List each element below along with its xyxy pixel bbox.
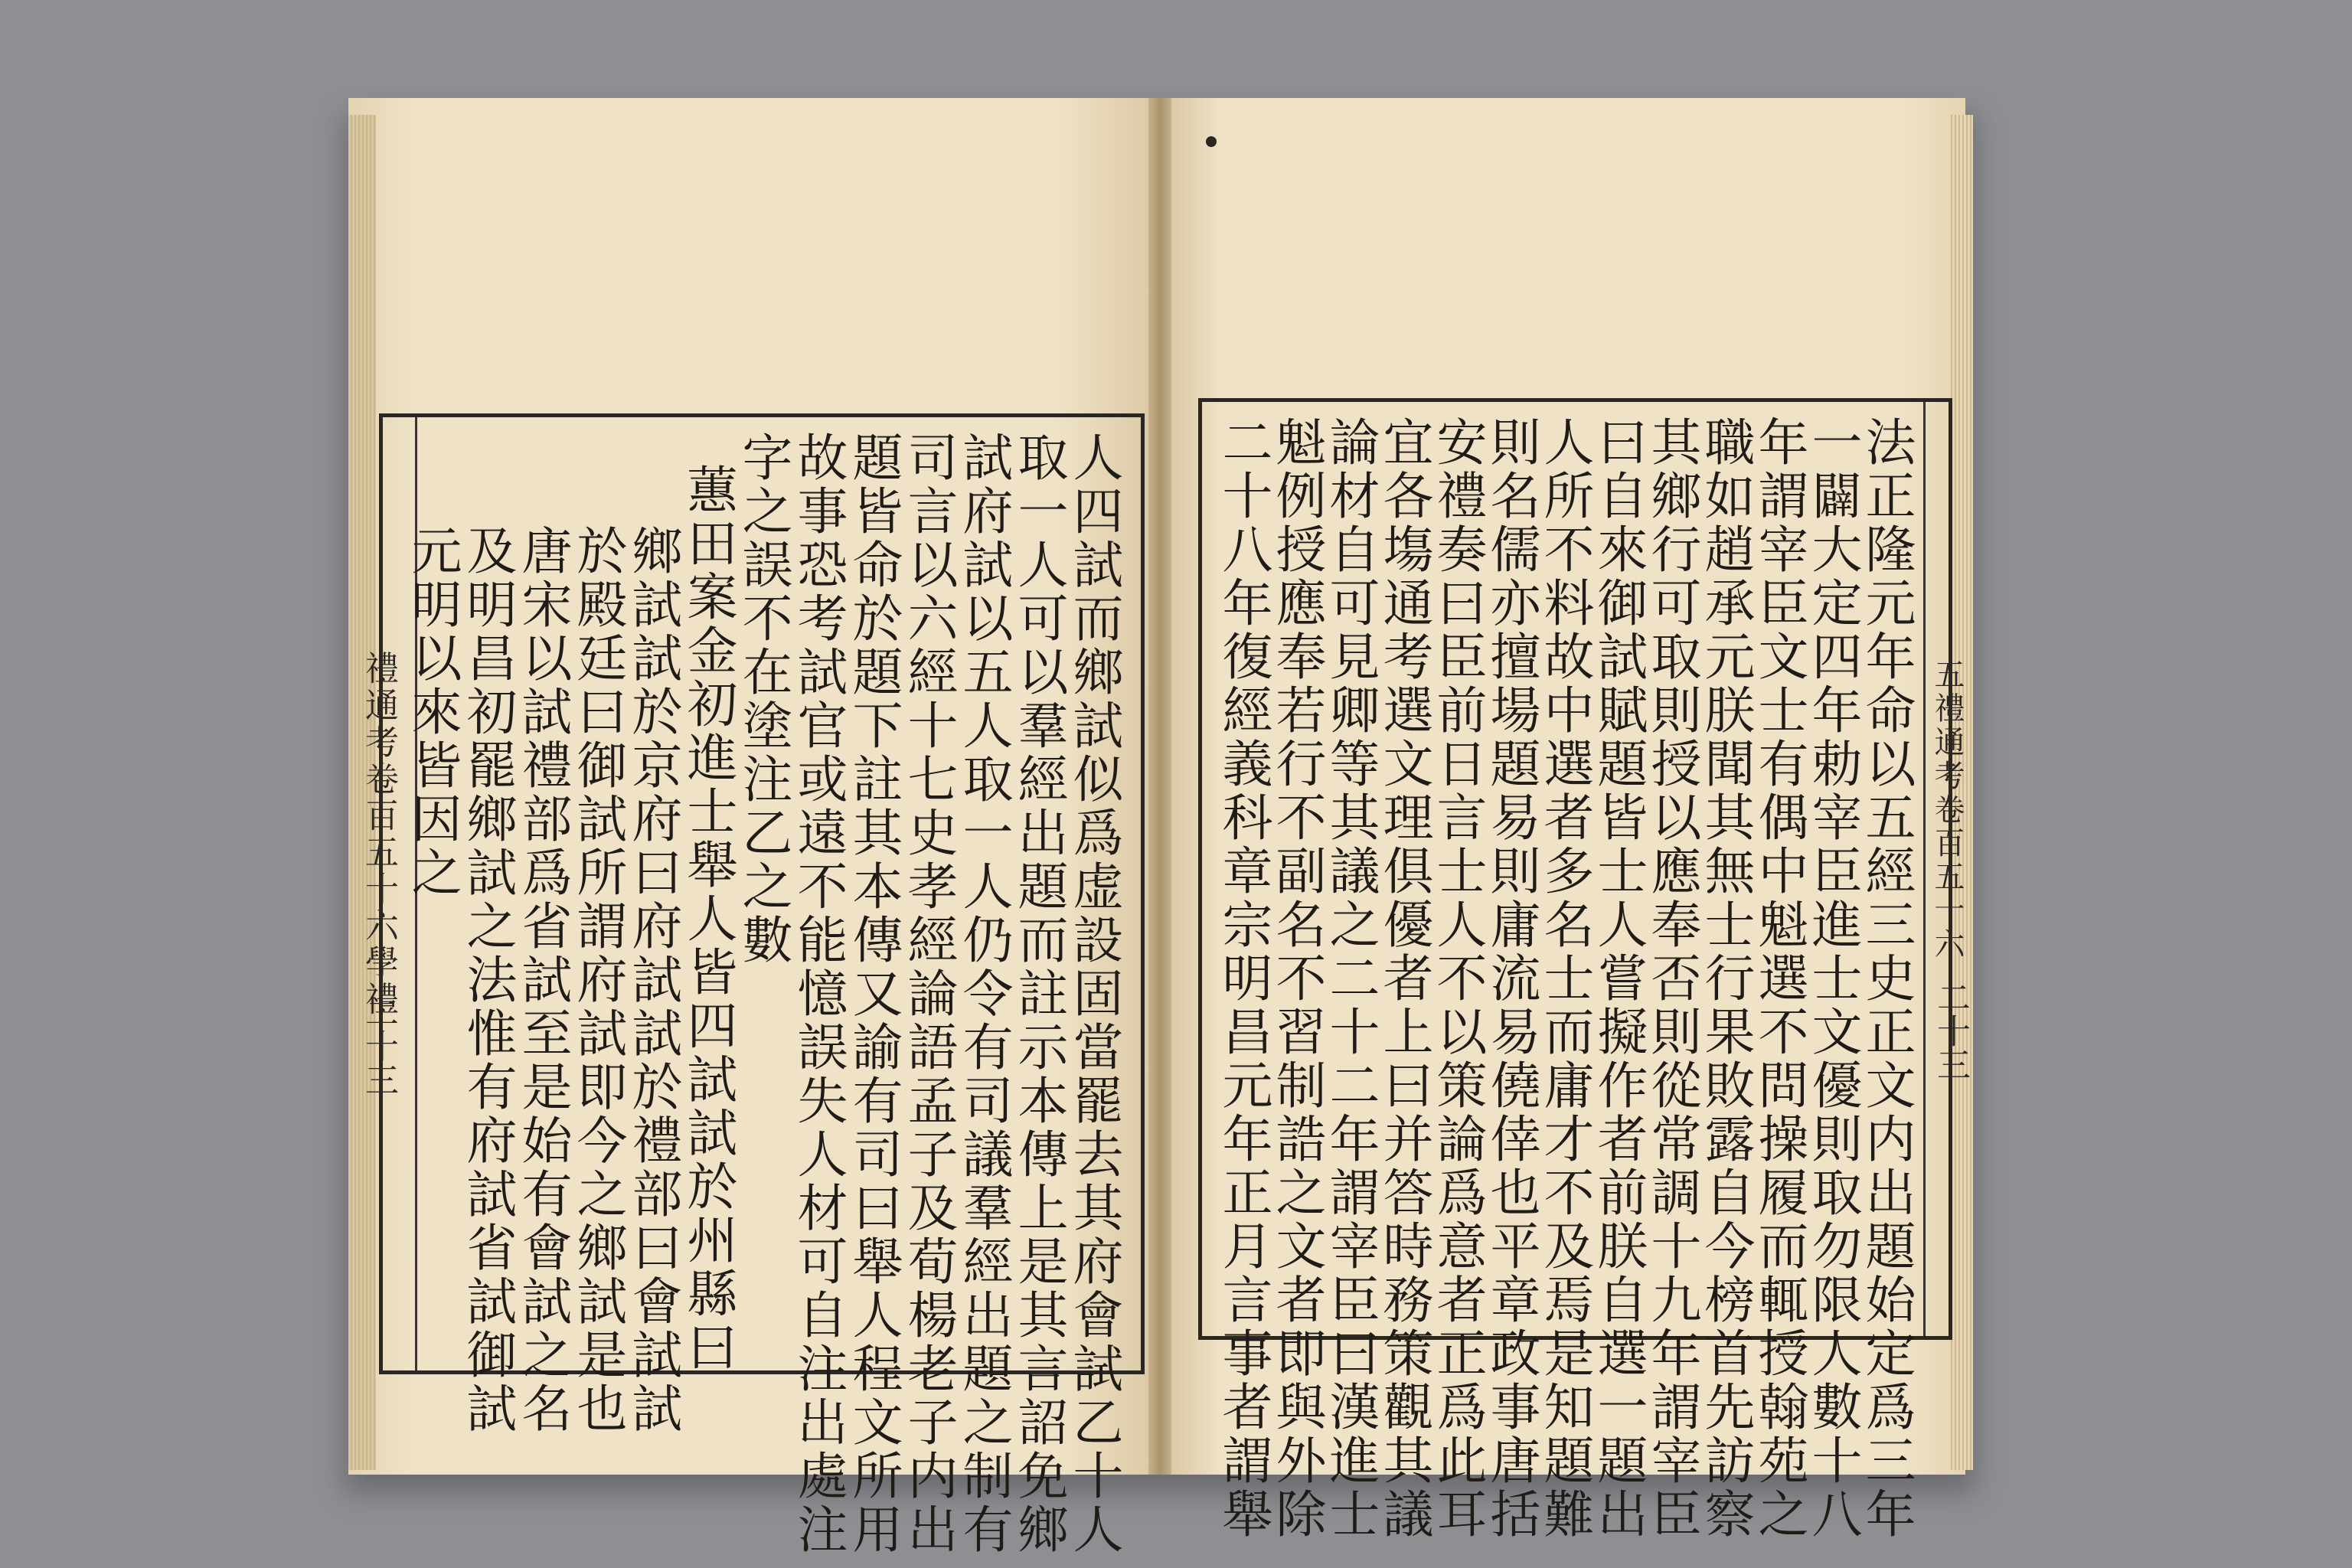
- left-text-frame: [379, 413, 1145, 1557]
- text-column: 人所不料故中選者多名士而庸才不及焉是知題難: [1535, 416, 1594, 1541]
- text-column: 試府試以五人取一人仍令有司議羣經出題之制有: [954, 431, 1013, 1557]
- right-page-number: 二十三: [1931, 980, 1970, 1081]
- left-page-number: 二十三: [359, 995, 398, 1096]
- text-column: 唐宋以試禮部爲省試至是始有會試之名: [513, 524, 572, 1436]
- text-column: 曰自來御試賦題皆士人嘗擬作者前朕自選一題出: [1589, 416, 1648, 1541]
- book-gutter: [1148, 98, 1171, 1475]
- text-column: 法正隆元年命以五經三史正文内出題始定爲三年: [1857, 416, 1916, 1541]
- text-column: 蕙田案金初進士舉人皆四試試於州縣曰: [678, 463, 737, 1374]
- text-column: 字之誤不在塗注乙之數: [733, 431, 792, 967]
- text-column: 安禮奏曰臣前日言士人不以策論爲意者正爲此耳: [1428, 416, 1487, 1541]
- text-column: 一闢大定四年勅宰臣進士文優則取勿限人數十八: [1803, 416, 1862, 1541]
- text-column: 年謂宰臣文士有偶中魁選不問操履而輒授翰苑之: [1749, 416, 1808, 1541]
- ink-spot: [1206, 136, 1217, 147]
- text-column: 職如趙承元朕聞其無士行果敗露自今榜首先訪察: [1696, 416, 1755, 1541]
- text-column: 論材自可見卿等其議之二十二年謂宰臣曰漢進士: [1321, 416, 1380, 1541]
- text-column: 魁例授應奉若行不副名不習制誥之文者即與外除: [1267, 416, 1326, 1541]
- text-column: 元明以來皆因之: [403, 524, 462, 900]
- left-margin-title: 禮通考卷百五十六學禮: [359, 651, 398, 1018]
- text-column: 鄉試試於京府曰府試試於禮部曰會試試: [623, 524, 682, 1436]
- text-column: 故事恐考試官或遠不能憶誤失人材可自注出處注: [789, 431, 848, 1557]
- text-column: 人四試而鄉試似爲虚設固當罷去其府會試乙十人: [1064, 431, 1123, 1557]
- text-column: 及明昌初罷鄉試之法惟有府試省試御試: [458, 524, 517, 1436]
- text-column: 其鄉行可取則授以應奉否則從常調十九年謂宰臣: [1642, 416, 1701, 1541]
- text-column: 題皆命於題下註其本傳又諭有司曰舉人程文所用: [844, 431, 903, 1557]
- text-column: 宜各塲通考選文理俱優者上曰并答時務策觀其議: [1374, 416, 1433, 1541]
- text-column: 司言以六經十七史孝經論語孟子及荀楊老子内出: [899, 431, 958, 1557]
- right-text-frame: [1198, 398, 1952, 1541]
- right-margin-title: 五禮通考卷百五十六: [1929, 658, 1965, 962]
- text-column: 於殿廷曰御試所謂府試即今之鄉試是也: [568, 524, 627, 1436]
- text-column: 取一人可以羣經出題而註示本傳上是其言詔免鄉: [1009, 431, 1068, 1557]
- text-column: 則名儒亦擅場題易則庸流易僥倖也平章政事唐括: [1481, 416, 1540, 1541]
- text-column: 二十八年復經義科章宗明昌元年正月言事者謂舉: [1214, 416, 1272, 1541]
